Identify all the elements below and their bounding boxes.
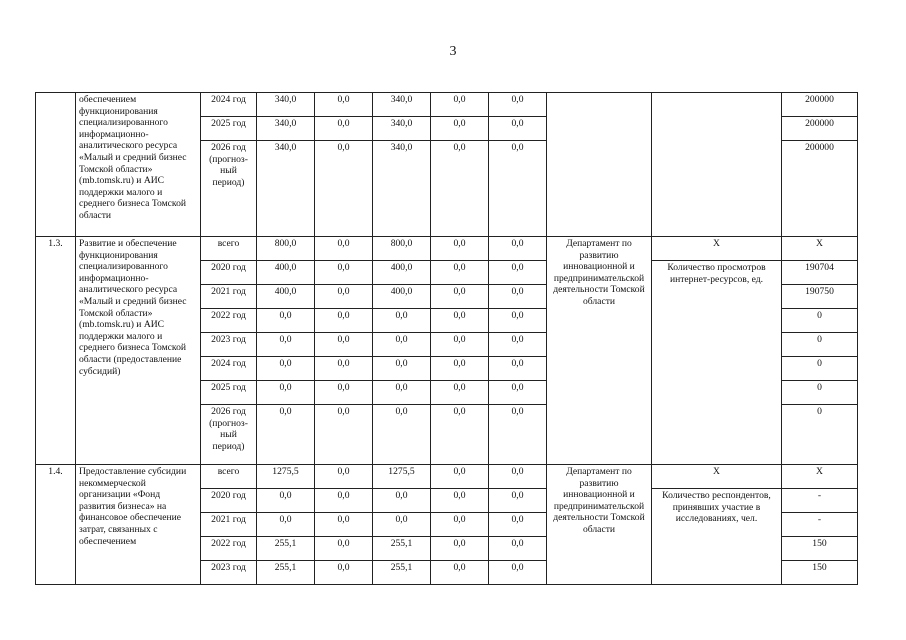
value-cell: 0,0 xyxy=(257,333,315,357)
value-cell: 1275,5 xyxy=(257,465,315,489)
value-cell: 0,0 xyxy=(315,261,373,285)
indicator-header-cell: X xyxy=(652,237,782,261)
target-value-cell: X xyxy=(782,237,858,261)
year-cell: 2022 год xyxy=(201,309,257,333)
year-cell: 2025 год xyxy=(201,381,257,405)
value-cell: 0,0 xyxy=(431,93,489,117)
value-cell: 800,0 xyxy=(373,237,431,261)
value-cell: 0,0 xyxy=(315,285,373,309)
value-cell: 0,0 xyxy=(257,489,315,513)
value-cell: 0,0 xyxy=(431,333,489,357)
executor-cell: Департамент по развитию инновационной и предпринимательской деятельности Томской области xyxy=(547,237,652,465)
value-cell: 0,0 xyxy=(431,513,489,537)
target-value-cell: 0 xyxy=(782,405,858,465)
value-cell: 0,0 xyxy=(489,405,547,465)
year-cell: 2026 год (прогноз-ный период) xyxy=(201,405,257,465)
value-cell: 0,0 xyxy=(373,357,431,381)
value-cell: 0,0 xyxy=(431,537,489,561)
value-cell: 0,0 xyxy=(489,333,547,357)
page-number: 3 xyxy=(449,44,457,59)
executor-cell xyxy=(547,93,652,237)
value-cell: 400,0 xyxy=(373,261,431,285)
value-cell: 0,0 xyxy=(257,405,315,465)
value-cell: 0,0 xyxy=(489,237,547,261)
value-cell: 0,0 xyxy=(315,309,373,333)
value-cell: 0,0 xyxy=(315,405,373,465)
year-cell: 2020 год xyxy=(201,261,257,285)
target-value-cell: 150 xyxy=(782,537,858,561)
value-cell: 0,0 xyxy=(489,93,547,117)
value-cell: 400,0 xyxy=(373,285,431,309)
value-cell: 0,0 xyxy=(489,561,547,585)
table-body xyxy=(36,93,858,585)
value-cell: 255,1 xyxy=(257,561,315,585)
value-cell: 0,0 xyxy=(489,381,547,405)
value-cell: 0,0 xyxy=(315,513,373,537)
value-cell: 0,0 xyxy=(489,465,547,489)
value-cell: 0,0 xyxy=(431,309,489,333)
target-value-cell: 0 xyxy=(782,357,858,381)
value-cell: 255,1 xyxy=(373,561,431,585)
year-cell: 2025 год xyxy=(201,117,257,141)
value-cell: 0,0 xyxy=(431,561,489,585)
item-name-cell: Развитие и обеспечение функционирования специализированного информационно-аналитического ресурса «Малый и средний бизнес Томской области» (mb.tomsk.ru) и АИС поддержки малого и среднего бизнеса Томской области (предоставление субсидий) xyxy=(76,237,201,465)
year-cell: всего xyxy=(201,237,257,261)
target-value-cell: X xyxy=(782,465,858,489)
target-value-cell: 190704 xyxy=(782,261,858,285)
value-cell: 0,0 xyxy=(431,381,489,405)
year-cell: всего xyxy=(201,465,257,489)
value-cell: 340,0 xyxy=(373,117,431,141)
value-cell: 0,0 xyxy=(315,117,373,141)
year-cell: 2022 год xyxy=(201,537,257,561)
indicator-cell: Количество респондентов, принявших участие в исследованиях, чел. xyxy=(652,489,782,585)
year-cell: 2023 год xyxy=(201,561,257,585)
target-value-cell: 150 xyxy=(782,561,858,585)
value-cell: 0,0 xyxy=(315,357,373,381)
value-cell: 0,0 xyxy=(489,489,547,513)
value-cell: 0,0 xyxy=(431,237,489,261)
value-cell: 0,0 xyxy=(431,117,489,141)
target-value-cell: 0 xyxy=(782,309,858,333)
value-cell: 0,0 xyxy=(315,381,373,405)
year-cell: 2021 год xyxy=(201,513,257,537)
indicator-header-cell: X xyxy=(652,465,782,489)
value-cell: 0,0 xyxy=(373,513,431,537)
value-cell: 0,0 xyxy=(315,537,373,561)
target-value-cell: 200000 xyxy=(782,117,858,141)
value-cell: 0,0 xyxy=(489,285,547,309)
item-name-cell: Предоставление субсидии некоммерческой организации «Фонд развития бизнеса» на финансовое обеспечение затрат, связанных с обеспечением xyxy=(76,465,201,585)
value-cell: 0,0 xyxy=(257,513,315,537)
item-number-cell xyxy=(36,93,76,237)
value-cell: 0,0 xyxy=(489,537,547,561)
value-cell: 0,0 xyxy=(489,357,547,381)
value-cell: 0,0 xyxy=(489,117,547,141)
value-cell: 0,0 xyxy=(431,285,489,309)
target-value-cell: - xyxy=(782,513,858,537)
value-cell: 0,0 xyxy=(489,513,547,537)
target-value-cell: 200000 xyxy=(782,141,858,237)
value-cell: 0,0 xyxy=(431,465,489,489)
value-cell: 0,0 xyxy=(315,237,373,261)
value-cell: 340,0 xyxy=(373,141,431,237)
target-value-cell: 200000 xyxy=(782,93,858,117)
item-name-cell: обеспечением функционирования специализированного информационно-аналитического ресурса «Малый и средний бизнес Томской области» (mb.tomsk.ru) и АИС поддержки малого и среднего бизнеса Томской области xyxy=(76,93,201,237)
value-cell: 340,0 xyxy=(257,117,315,141)
year-cell: 2021 год xyxy=(201,285,257,309)
value-cell: 0,0 xyxy=(373,381,431,405)
value-cell: 0,0 xyxy=(315,333,373,357)
value-cell: 0,0 xyxy=(257,381,315,405)
value-cell: 0,0 xyxy=(315,465,373,489)
item-number-cell: 1.4. xyxy=(36,465,76,585)
value-cell: 1275,5 xyxy=(373,465,431,489)
year-cell: 2024 год xyxy=(201,357,257,381)
year-cell: 2023 год xyxy=(201,333,257,357)
executor-cell: Департамент по развитию инновационной и предпринимательской деятельности Томской области xyxy=(547,465,652,585)
table-row xyxy=(36,237,858,261)
value-cell: 0,0 xyxy=(489,261,547,285)
value-cell: 0,0 xyxy=(489,141,547,237)
value-cell: 0,0 xyxy=(315,561,373,585)
value-cell: 340,0 xyxy=(373,93,431,117)
value-cell: 0,0 xyxy=(373,405,431,465)
value-cell: 800,0 xyxy=(257,237,315,261)
year-cell: 2026 год (прогноз-ный период) xyxy=(201,141,257,237)
indicator-cell: Количество просмотров интернет-ресурсов, ед. xyxy=(652,261,782,465)
table-row xyxy=(36,93,858,117)
value-cell: 400,0 xyxy=(257,285,315,309)
target-value-cell: 0 xyxy=(782,381,858,405)
value-cell: 255,1 xyxy=(373,537,431,561)
item-number-cell: 1.3. xyxy=(36,237,76,465)
value-cell: 0,0 xyxy=(257,309,315,333)
value-cell: 0,0 xyxy=(431,357,489,381)
budget-table xyxy=(35,92,858,585)
table-row xyxy=(36,465,858,489)
value-cell: 0,0 xyxy=(431,141,489,237)
value-cell: 0,0 xyxy=(373,309,431,333)
year-cell: 2020 год xyxy=(201,489,257,513)
value-cell: 340,0 xyxy=(257,93,315,117)
value-cell: 0,0 xyxy=(489,309,547,333)
value-cell: 0,0 xyxy=(315,141,373,237)
target-value-cell: 190750 xyxy=(782,285,858,309)
value-cell: 0,0 xyxy=(431,405,489,465)
value-cell: 0,0 xyxy=(431,489,489,513)
value-cell: 400,0 xyxy=(257,261,315,285)
value-cell: 255,1 xyxy=(257,537,315,561)
indicator-cell xyxy=(652,93,782,237)
value-cell: 0,0 xyxy=(373,333,431,357)
value-cell: 340,0 xyxy=(257,141,315,237)
value-cell: 0,0 xyxy=(373,489,431,513)
value-cell: 0,0 xyxy=(315,93,373,117)
value-cell: 0,0 xyxy=(257,357,315,381)
year-cell: 2024 год xyxy=(201,93,257,117)
target-value-cell: 0 xyxy=(782,333,858,357)
value-cell: 0,0 xyxy=(315,489,373,513)
target-value-cell: - xyxy=(782,489,858,513)
value-cell: 0,0 xyxy=(431,261,489,285)
